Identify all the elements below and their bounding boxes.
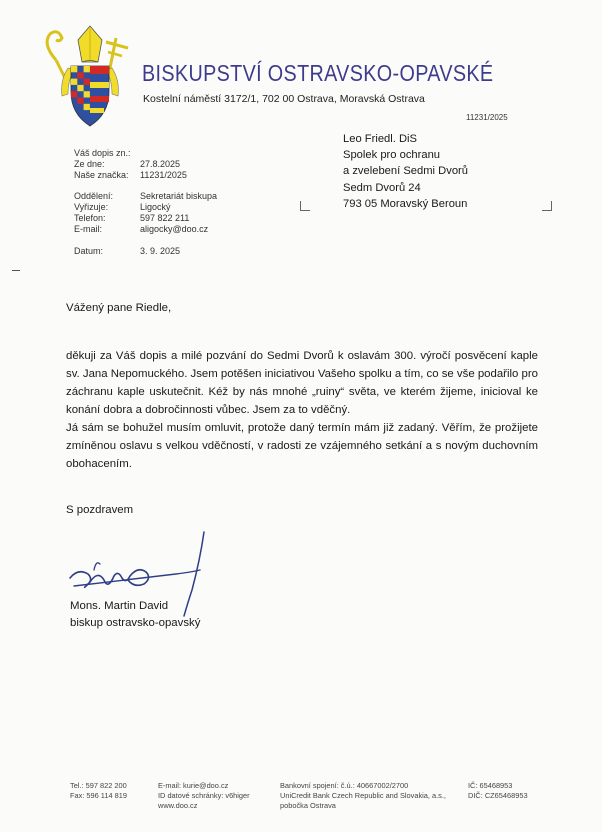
meta-label-date: Datum: [74, 246, 104, 256]
recipient-line: a zvelebení Sedmi Dvorů [343, 165, 468, 178]
footer-fax: Fax: 596 114 819 [70, 791, 127, 800]
recipient-line: Spolek pro ochranu [343, 149, 441, 162]
footer-databox: ID datové schránky: v6higer [158, 791, 250, 800]
footer-web[interactable]: www.doo.cz [158, 801, 198, 810]
meta-value-date-of: 27.8.2025 [140, 159, 181, 169]
meta-label-email: E-mail: [74, 224, 103, 234]
signer-name: Mons. Martin David [70, 600, 169, 612]
letter-paragraph: Já sám se bohužel musím omluvit, protože daný termín mám již zadaný. Věřím, že prožijete zmíněnou oslavu s velkou vděčností, v radosti ze vzájemného setkání a s novým duchovním obohacením. [66, 422, 538, 470]
meta-value-phone: 597 822 211 [140, 213, 190, 223]
signer-title: biskup ostravsko-opavský [70, 617, 201, 629]
recipient-address [343, 131, 468, 212]
organization-name: BISKUPSTVÍ OSTRAVSKO-OPAVSKÉ [142, 60, 494, 86]
meta-value-department: Sekretariát biskupa [140, 191, 218, 201]
diocese-crest-logo [38, 22, 144, 132]
meta-label-your-letter: Váš dopis zn.: [74, 148, 131, 158]
recipient-line: Leo Friedl. DiS [343, 133, 417, 145]
reference-number: 11231/2025 [466, 113, 508, 122]
meta-label-date-of: Ze dne: [74, 159, 105, 169]
window-corner-mark [542, 201, 552, 211]
recipient-line: Sedm Dvorů 24 [343, 181, 421, 194]
meta-label-phone: Telefon: [74, 213, 106, 223]
organization-address: Kostelní náměstí 3172/1, 702 00 Ostrava, Moravská Ostrava [143, 93, 425, 105]
salutation: Vážený pane Riedle, [66, 302, 172, 314]
meta-value-date: 3. 9. 2025 [140, 246, 181, 256]
footer-ico: IČ: 65468953 [468, 781, 513, 790]
footer-phone: Tel.: 597 822 200 [70, 781, 127, 790]
footer-email[interactable]: E-mail: kurie@doo.cz [158, 781, 229, 790]
fold-mark [12, 270, 20, 271]
meta-value-handled-by: Ligocký [140, 202, 171, 212]
signer-block [70, 598, 200, 632]
footer-dic: DIČ: CZ65468953 [468, 791, 528, 800]
window-corner-mark [300, 201, 310, 211]
footer-bank-name: UniCredit Bank Czech Republic and Slovakia, a.s., [280, 791, 446, 800]
letter-paragraph: děkuji za Váš dopis a milé pozvání do Sedmi Dvorů k oslavám 300. výročí posvěcení kaple sv. Jana Nepomuckého. Jsem potěšen iniciativou Vašeho spolku a tím, co se vše podařilo pro záchranu kaple uskutečnit. Kéž by nás mnohé „ruiny“ světa, ve kterém žijeme, inicioval ke konání dobra a dobročinnosti vůbec. Jsem za to vděčný. [66, 350, 538, 416]
meta-label-handled-by: Vyřizuje: [74, 202, 109, 212]
meta-label-our-ref: Naše značka: [74, 170, 129, 180]
recipient-line: 793 05 Moravský Beroun [343, 197, 468, 210]
closing: S pozdravem [66, 504, 134, 516]
meta-value-email[interactable]: aligocky@doo.cz [140, 224, 209, 234]
footer-bank-branch: pobočka Ostrava [280, 801, 336, 810]
meta-value-our-ref: 11231/2025 [140, 170, 187, 180]
meta-label-department: Oddělení: [74, 191, 114, 201]
footer-bank-account: Bankovní spojení: č.ú.: 40667002/2700 [280, 781, 409, 790]
